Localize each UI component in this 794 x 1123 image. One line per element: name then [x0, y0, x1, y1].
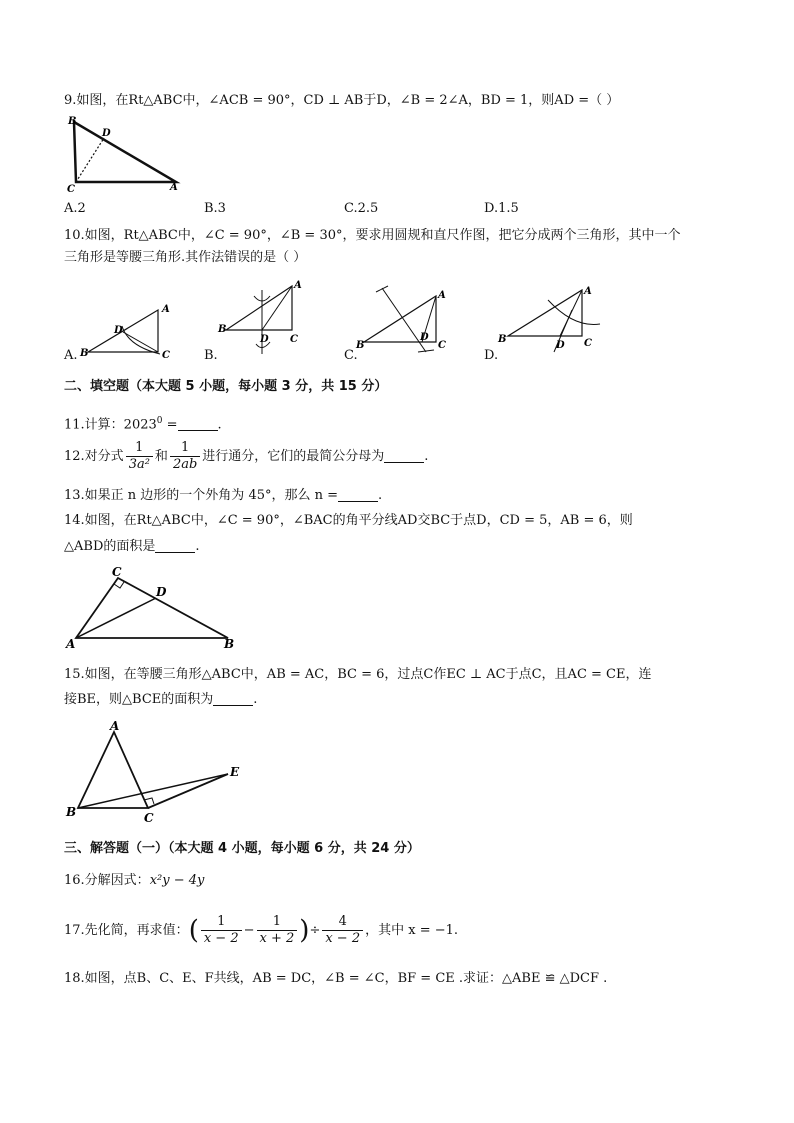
- q15-figure: [64, 718, 248, 828]
- q14-end: .: [195, 539, 200, 554]
- q10-option-b[interactable]: B.: [204, 348, 218, 363]
- q17-f1-numerator: 1: [201, 914, 242, 931]
- q10c-label-d: D: [420, 332, 429, 343]
- q10-figure-a: [78, 298, 178, 362]
- q14-label-a: A: [66, 637, 76, 651]
- q10-figure-d: [496, 280, 606, 360]
- q17-fraction-2: [257, 914, 298, 947]
- q15-label-a: A: [110, 719, 120, 733]
- q10-option-a[interactable]: A.: [64, 348, 78, 363]
- q11-pre: 11.计算：2023: [64, 417, 157, 433]
- q10-stem-line1: 10.如图，Rt△ABC中，∠C = 90°，∠B = 30°，要求用圆规和直尺作图，把它分成两个三角形，其中一个: [64, 228, 681, 243]
- q9-option-c[interactable]: C.2.5: [344, 201, 379, 216]
- q13-text: 13.如果正 n 边形的一个外角为 45°，那么 n =: [64, 488, 339, 503]
- q12: [64, 440, 428, 473]
- q15-stem-line2-text: 接BE，则△BCE的面积为: [64, 692, 214, 707]
- q15-label-b: B: [66, 805, 77, 819]
- q12-fraction-2: [170, 440, 200, 473]
- q12-post: 进行通分，它们的最简公分母为: [202, 449, 385, 464]
- q11-post: =: [162, 417, 178, 433]
- q17-f2-denominator: x + 2: [259, 931, 295, 946]
- q9-option-a[interactable]: A.2: [64, 201, 86, 216]
- q11-end: .: [217, 417, 222, 433]
- q10b-label-d: D: [260, 334, 269, 345]
- q9-label-c: C: [67, 184, 75, 195]
- q16-pre: 16.分解因式：: [64, 873, 150, 888]
- q10-option-d[interactable]: D.: [484, 348, 499, 363]
- q10d-label-b: B: [498, 334, 507, 345]
- q17-f2-numerator: 1: [257, 914, 298, 931]
- q10-figure-c: [356, 282, 466, 358]
- q10b-label-b: B: [218, 324, 227, 335]
- q10c-label-c: C: [438, 340, 446, 351]
- q10d-label-c: C: [584, 338, 592, 349]
- q15-stem-line1: 15.如图，在等腰三角形△ABC中，AB = AC，BC = 6，过点C作EC ⊥ AC于点C，且AC = CE，连: [64, 667, 652, 682]
- q14-label-d: D: [156, 585, 167, 599]
- q9-option-b[interactable]: B.3: [204, 201, 226, 216]
- q15-label-c: C: [144, 811, 154, 825]
- q10b-label-c: C: [290, 334, 298, 345]
- q14-answer-blank[interactable]: [155, 538, 195, 553]
- q14-stem-line1: 14.如图，在Rt△ABC中，∠C = 90°，∠BAC的角平分线AD交BC于点D，CD = 5，AB = 6，则: [64, 513, 633, 528]
- q17-f3-numerator: 4: [322, 914, 363, 931]
- q17: 17.先化简，再求值：( $\frac{1}{x - 2}$ − $\frac{1}{x + 2}$ )÷ $\frac{4}{x - 2}$ ，其中 x = −1.: [64, 914, 459, 946]
- q10d-label-a: A: [584, 286, 592, 297]
- q16: [64, 872, 204, 890]
- section2-heading: 二、填空题（本大题 5 小题，每小题 3 分，共 15 分）: [64, 379, 388, 394]
- q17-fraction-1: [201, 914, 242, 947]
- q12-answer-blank[interactable]: [384, 448, 424, 463]
- q10-option-c[interactable]: C.: [344, 348, 358, 363]
- q12-f2-numerator: 1: [170, 440, 200, 457]
- q10-stem-line2: 三角形是等腰三角形.其作法错误的是（ ）: [64, 250, 307, 265]
- q10b-label-a: A: [294, 280, 302, 291]
- q9-stem: 9.如图，在Rt△ABC中，∠ACB = 90°，CD ⊥ AB于D，∠B = 2∠A，BD = 1，则AD =（ ）: [64, 93, 620, 108]
- q12-f1-numerator: 1: [126, 440, 153, 457]
- q12-f1-denominator: 3a²: [128, 457, 150, 472]
- q18-stem: 18.如图，点B、C、E、F共线，AB = DC，∠B = ∠C，BF = CE .求证：△ABE ≌ △DCF .: [64, 971, 608, 986]
- q17-f3-denominator: x − 2: [325, 931, 361, 946]
- q10-figure-b: [216, 280, 316, 360]
- q9-label-d: D: [102, 128, 111, 139]
- q10a-label-b: B: [80, 348, 89, 359]
- q15-end: .: [253, 692, 258, 707]
- q10a-label-a: A: [162, 304, 170, 315]
- q11-sup: 0: [156, 416, 163, 426]
- section3-heading: 三、解答题（一）（本大题 4 小题，每小题 6 分，共 24 分）: [64, 841, 420, 856]
- q12-f2-denominator: 2ab: [172, 457, 198, 472]
- q16-expression: x²y − 4y: [149, 873, 205, 888]
- q17-f1-denominator: x − 2: [203, 931, 239, 946]
- q12-pre: 12.对分式: [64, 449, 124, 464]
- q11-answer-blank[interactable]: [178, 416, 218, 431]
- q12-mid: 和: [154, 449, 168, 464]
- q12-fraction-1: [126, 440, 153, 473]
- q10d-label-d: D: [556, 340, 565, 351]
- q14-stem-line2-text: △ABD的面积是: [64, 539, 156, 554]
- q12-end: .: [424, 449, 429, 464]
- q10c-label-a: A: [438, 290, 446, 301]
- q9-label-b: B: [68, 116, 77, 127]
- q13: [64, 487, 382, 505]
- q15-answer-blank[interactable]: [213, 691, 253, 706]
- q10a-label-c: C: [162, 350, 170, 361]
- q17-divide: ÷: [309, 923, 321, 938]
- q14-stem-line2: [64, 538, 200, 556]
- q13-answer-blank[interactable]: [338, 487, 378, 502]
- q17-post: ，其中 x = −1.: [365, 923, 459, 938]
- q15-label-e: E: [230, 765, 240, 779]
- q15-stem-line2: [64, 691, 257, 709]
- q17-minus: −: [243, 923, 255, 938]
- q17-pre: 17.先化简，再求值：: [64, 923, 189, 938]
- q10c-label-b: B: [356, 340, 365, 351]
- q10a-label-d: D: [114, 325, 123, 336]
- q14-figure: [64, 564, 240, 652]
- q9-label-a: A: [170, 182, 178, 193]
- q9-option-d[interactable]: D.1.5: [484, 201, 519, 216]
- q9-figure: [64, 114, 184, 194]
- q11: [64, 412, 222, 434]
- q17-fraction-3: [322, 914, 363, 947]
- q14-label-b: B: [224, 637, 235, 651]
- q14-label-c: C: [112, 565, 122, 579]
- q13-end: .: [378, 488, 383, 503]
